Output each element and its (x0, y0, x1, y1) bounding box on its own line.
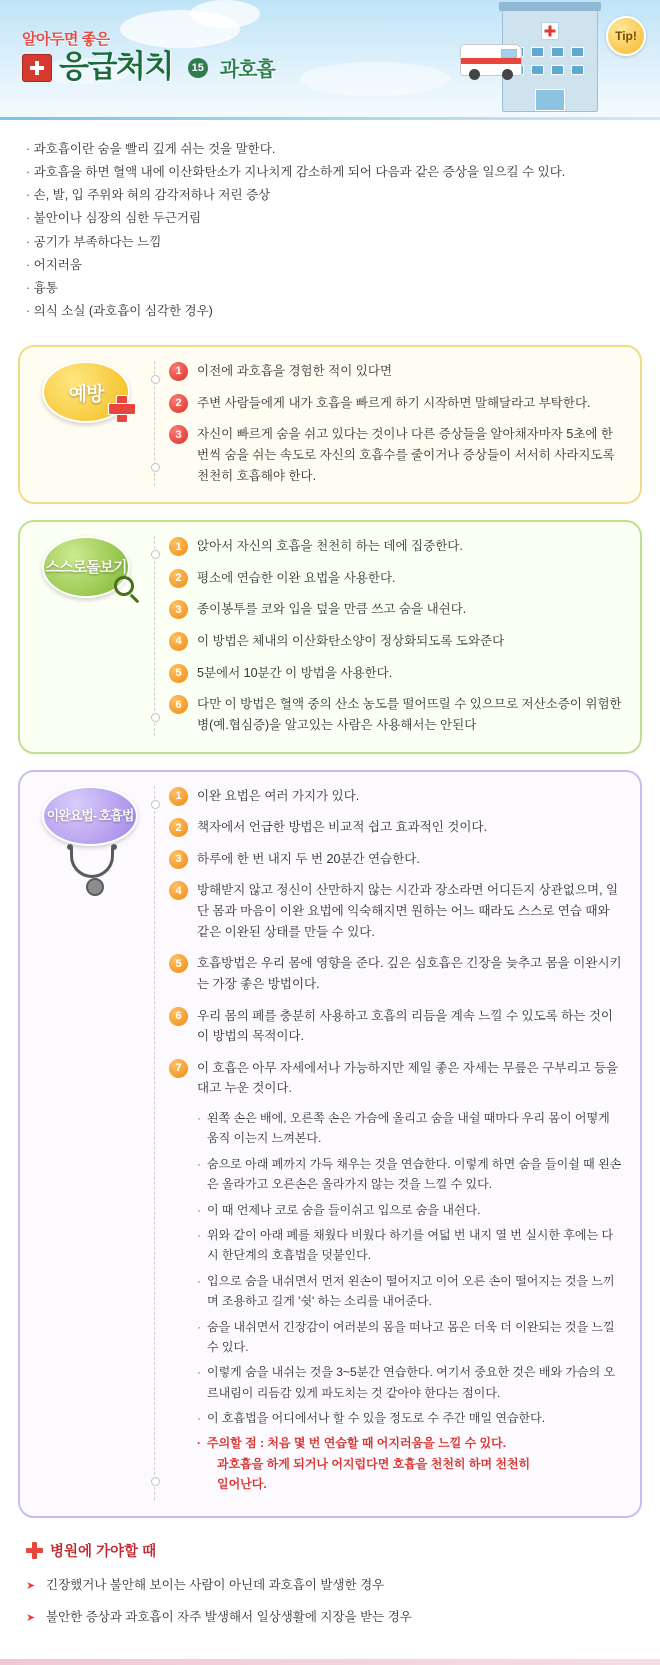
item-number: 4 (169, 881, 188, 900)
intro-section (0, 120, 660, 335)
list-item (169, 599, 624, 620)
sublist-item: · 왼쪽 손은 배에, 오른쪽 손은 가슴에 올리고 숨을 내쉴 때마다 우리 몸이 어떻게 움직 이는지 느껴본다. (197, 1108, 624, 1149)
ambulance-stripe (461, 58, 521, 64)
cloud-decoration (300, 62, 450, 96)
section-divider (154, 361, 155, 486)
prevention-label-badge: 예방 (42, 361, 130, 423)
warning-note (197, 1433, 624, 1494)
item-number: 5 (169, 664, 188, 683)
prevention-label-column (36, 361, 154, 486)
list-item (169, 1006, 624, 1047)
list-item (169, 631, 624, 652)
selfcare-label-line2: 돌보기 (86, 558, 127, 576)
intro-line: · 손, 발, 입 주위와 혀의 감각저하나 저린 증상 (26, 184, 636, 207)
item-text: 이 호흡은 아무 자세에서나 가능하지만 제일 좋은 자세는 무릎은 구부리고 등을 대고 누운 것이다. (197, 1060, 619, 1096)
selfcare-label-line1: 스스로 (45, 558, 86, 576)
intro-line: · 의식 소실 (과호흡이 심각한 경우) (26, 300, 636, 323)
section-divider (154, 536, 155, 735)
sublist-item: · 숨으로 아래 폐까지 가득 채우는 것을 연습한다. 이렇게 하면 숨을 들이쉴 때 왼손은 올라가고 오른손은 올라가지 않는 것을 느낄 수 있다. (197, 1154, 624, 1195)
sublist-item: · 이 호흡법을 어디에서나 할 수 있을 정도로 수 주간 매일 연습한다. (197, 1408, 624, 1428)
header-title-row (22, 51, 275, 82)
list-item (169, 536, 624, 557)
item-number: 7 (169, 1059, 188, 1078)
list-item (169, 849, 624, 870)
hospital-window (571, 65, 584, 75)
item-number: 3 (169, 425, 188, 444)
item-number: 2 (169, 818, 188, 837)
item-number: 6 (169, 1007, 188, 1026)
sublist-item: · 숨을 내쉬면서 긴장감이 여러분의 몸을 떠나고 몸은 더욱 더 이완되는 것을 느낄 수 있다. (197, 1317, 624, 1358)
item-text: 하루에 한 번 내지 두 번 20분간 연습한다. (197, 851, 420, 866)
stethoscope-earpiece (111, 844, 117, 850)
hospital-window (531, 47, 544, 57)
item-text: 우리 몸의 폐를 충분히 사용하고 호흡의 리듬을 계속 느낄 수 있도록 하는 것이 이 방법의 목적이다. (197, 1008, 614, 1044)
header-subtitle: 알아두면 좋은 (22, 31, 110, 48)
header-title-block (22, 28, 275, 82)
hospital-visit-title: 병원에 가야할 때 (50, 1543, 157, 1560)
hospital-window (531, 65, 544, 75)
relaxation-label-badge (42, 786, 138, 846)
warning-line-2: 과호흡을 하게 되거나 어지럽다면 호흡을 천천히 하며 천천히 (217, 1456, 531, 1471)
relaxation-label-line1: 이완요법 (46, 807, 93, 823)
item-text: 다만 이 방법은 혈액 중의 산소 농도를 떨어뜨릴 수 있으므로 저산소증이 위험한 병(예.협심증)을 알고있는 사람은 사용해서는 안된다 (197, 697, 622, 732)
stethoscope-bell (86, 878, 104, 896)
ambulance-wheel (502, 69, 513, 80)
warning-line-1: 주의할 점 : 처음 몇 번 연습할 때 어지러움을 느낄 수 있다. (207, 1436, 507, 1451)
selfcare-items (169, 536, 624, 735)
item-text: 앉아서 자신의 호흡을 천천히 하는 데에 집중한다. (197, 539, 463, 554)
sublist-item: · 입으로 숨을 내쉬면서 먼저 왼손이 떨어지고 이어 오른 손이 떨어지는 것을 느끼며 조용하고 길게 '쉿' 하는 소리를 내어준다. (197, 1271, 624, 1312)
relaxation-section (18, 770, 642, 1518)
item-text: 이완 요법은 여러 가지가 있다. (197, 788, 360, 803)
page-header (0, 0, 660, 120)
item-text: 이 방법은 체내의 이산화탄소양이 정상화되도록 도와준다 (197, 634, 505, 648)
arrow-right-icon: ➤ (26, 1611, 36, 1624)
relaxation-label-line2: - 호흡법 (92, 807, 134, 823)
relaxation-label-column (36, 786, 154, 1500)
list-item (169, 786, 624, 807)
intro-line: · 공기가 부족하다는 느낌 (26, 231, 636, 254)
item-text-with-sublist (197, 1058, 624, 1500)
hospital-window (551, 65, 564, 75)
item-text: 5분에서 10분간 이 방법을 사용한다. (197, 665, 393, 680)
item-number: 1 (169, 537, 188, 556)
chapter-number-badge: 15 (188, 58, 208, 78)
relaxation-sublist (197, 1108, 624, 1495)
list-item (169, 393, 624, 414)
list-item (169, 694, 624, 735)
page-title: 응급처치 (59, 49, 173, 84)
ambulance-icon (460, 44, 522, 76)
item-number: 3 (169, 850, 188, 869)
list-item (169, 568, 624, 589)
ambulance-window (501, 49, 517, 58)
intro-line: · 과호흡이란 숨을 빨리 깊게 쉬는 것을 말한다. (26, 138, 636, 161)
selfcare-section (18, 520, 642, 753)
intro-line: · 과호흡을 하면 혈액 내에 이산화탄소가 지나치게 감소하게 되어 다음과 같은 증상을 일으킬 수 있다. (26, 161, 636, 184)
item-number: 1 (169, 362, 188, 381)
item-text: 평소에 연습한 이완 요법을 사용한다. (197, 570, 396, 585)
item-text: 자신이 빠르게 숨을 쉬고 있다는 것이나 다른 증상들을 알아채자마자 5초에 한번씩 숨을 쉬는 속도로 자신의 호흡수를 줄이거나 증상들이 서서히 사라지도록 천천히 호흡해야 한다. (197, 427, 615, 483)
relaxation-body (36, 786, 624, 1500)
hospital-visit-section (26, 1540, 638, 1629)
section-divider (154, 786, 155, 1500)
item-text: 이전에 과호흡을 경험한 적이 있다면 (197, 364, 393, 378)
item-number: 5 (169, 954, 188, 973)
red-cross-icon (26, 1542, 43, 1559)
item-number: 2 (169, 394, 188, 413)
list-item (169, 663, 624, 684)
selfcare-label-column (36, 536, 154, 735)
item-number: 3 (169, 600, 188, 619)
prevention-section (18, 345, 642, 504)
stethoscope-icon (62, 848, 128, 896)
prevention-items (169, 361, 624, 486)
sublist-item: · 이 때 언제나 코로 숨을 들이쉬고 입으로 숨을 내쉰다. (197, 1200, 624, 1220)
cloud-decoration (190, 0, 260, 28)
item-number: 1 (169, 787, 188, 806)
item-text: 주변 사람들에게 내가 호흡을 빠르게 하기 시작하면 말해달라고 부탁한다. (197, 395, 591, 410)
relaxation-items (169, 786, 624, 1500)
hospital-window (571, 47, 584, 57)
item-text: 불안한 증상과 과호흡이 자주 발생해서 일상생활에 지장을 받는 경우 (46, 1609, 412, 1624)
prevention-body (36, 361, 624, 486)
arrow-right-icon: ➤ (26, 1579, 36, 1592)
sublist-item: · 위와 같이 아래 폐를 채웠다 비웠다 하기를 여덟 번 내지 열 번 실시한 후에는 다시 한단계의 호흡법을 덧붙인다. (197, 1225, 624, 1266)
header-divider (0, 117, 660, 120)
selfcare-body (36, 536, 624, 735)
ambulance-wheel (469, 69, 480, 80)
tip-badge: Tip! (606, 16, 646, 56)
warning-line-3: 일어난다. (217, 1477, 267, 1492)
list-item (169, 1058, 624, 1500)
stethoscope-tube (70, 848, 114, 878)
hospital-visit-title-row (26, 1540, 638, 1561)
topic-title: 과호흡 (219, 59, 275, 81)
list-item (26, 1607, 638, 1628)
list-item (169, 817, 624, 838)
item-number: 4 (169, 632, 188, 651)
item-text: 책자에서 언급한 방법은 비교적 쉽고 효과적인 것이다. (197, 820, 487, 835)
item-text: 종이봉투를 코와 입을 덮을 만큼 쓰고 숨을 내쉰다. (197, 602, 467, 617)
list-item (169, 880, 624, 942)
hospital-cross-icon (541, 22, 559, 40)
item-number: 6 (169, 695, 188, 714)
intro-line: · 불안이나 심장의 심한 두근거림 (26, 207, 636, 230)
footer-bar (0, 1659, 660, 1665)
intro-line: · 어지러움 (26, 254, 636, 277)
intro-list (26, 138, 636, 323)
item-text: 긴장했거나 불안해 보이는 사람이 아닌데 과호흡이 발생한 경우 (46, 1577, 385, 1592)
hospital-roof (499, 2, 601, 11)
hospital-window (551, 47, 564, 57)
item-text: 방해받지 않고 정신이 산만하지 않는 시간과 장소라면 어디든지 상관없으며, 일단 몸과 마음이 이완 요법에 익숙해지면 원하는 어느 때라도 스스로 연습 때와 같은 이완된 상태를 만들 수 있다. (197, 883, 619, 939)
magnifier-icon (114, 576, 134, 596)
intro-line: · 흉통 (26, 277, 636, 300)
list-item (169, 361, 624, 382)
item-number: 2 (169, 569, 188, 588)
list-item (26, 1575, 638, 1596)
stethoscope-earpiece (67, 844, 73, 850)
item-text: 호흡방법은 우리 몸에 영향을 준다. 깊은 심호흡은 긴장을 늦추고 몸을 이완시키는 가장 좋은 방법이다. (197, 956, 622, 991)
first-aid-kit-icon (22, 54, 52, 82)
red-cross-icon (108, 395, 134, 421)
list-item (169, 953, 624, 994)
sublist-item: · 이렇게 숨을 내쉬는 것을 3~5분간 연습한다. 여기서 중요한 것은 배와 가슴의 오르내림이 리듬감 있게 파도치는 것 같아야 한다는 점이다. (197, 1362, 624, 1403)
list-item (169, 424, 624, 486)
hospital-door (535, 89, 565, 111)
